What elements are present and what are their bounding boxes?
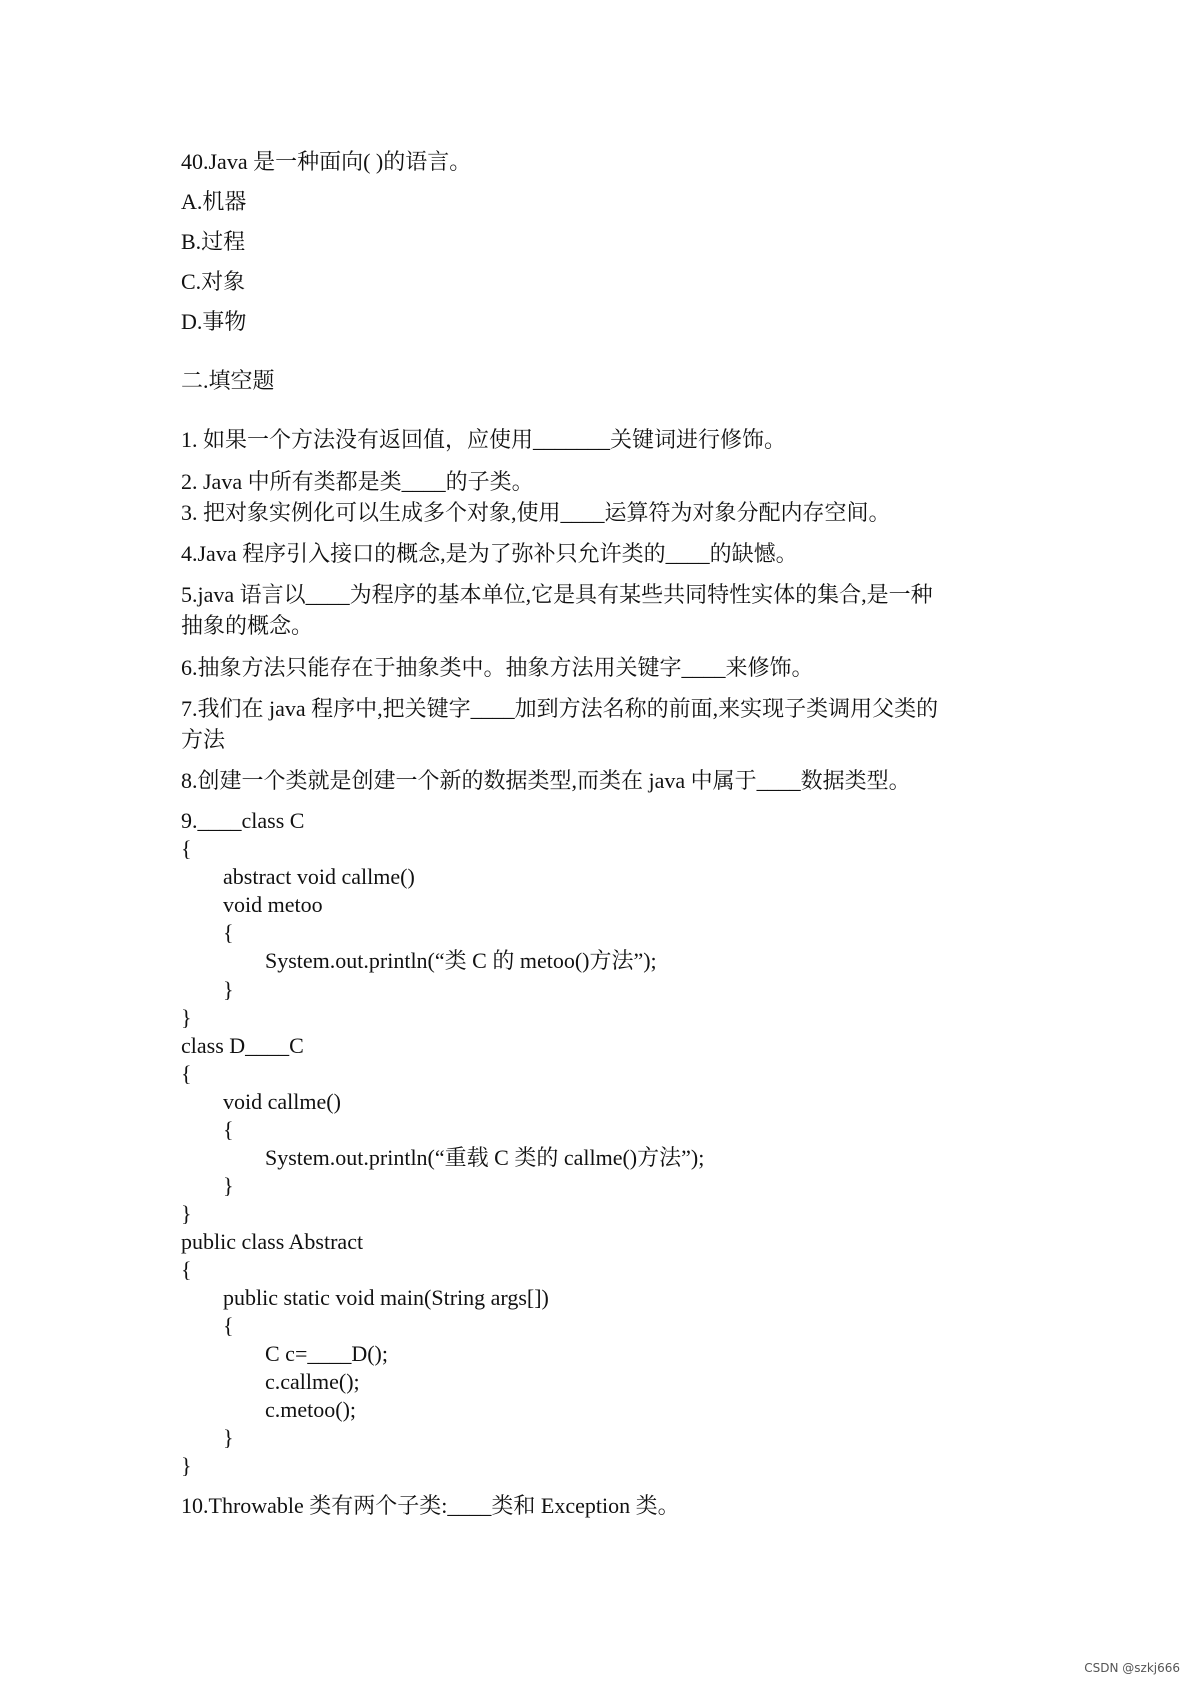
section-title: 二.填空题: [181, 368, 275, 393]
mcq-option-b: B.过程: [181, 229, 246, 254]
fill-question-10: 10.Throwable 类有两个子类:____类和 Exception 类。: [181, 1493, 680, 1518]
code-line: }: [223, 1425, 234, 1450]
fill-question-7-line2: 方法: [181, 727, 226, 752]
fill-question-1: 1. 如果一个方法没有返回值，应使用_______关键词进行修饰。: [181, 427, 787, 452]
code-line: void callme(): [223, 1089, 341, 1114]
code-line: {: [223, 1313, 234, 1338]
fill-question-8: 8.创建一个类就是创建一个新的数据类型,而类在 java 中属于____数据类型。: [181, 768, 911, 793]
code-line: {: [181, 1257, 192, 1282]
code-line: {: [223, 920, 234, 945]
code-line: }: [181, 1201, 192, 1226]
code-line: }: [223, 977, 234, 1002]
code-line: {: [181, 1061, 192, 1086]
code-line: public class Abstract: [181, 1229, 364, 1254]
code-line: void metoo: [223, 892, 323, 917]
code-line: System.out.println(“类 C 的 metoo()方法”);: [265, 948, 657, 973]
code-line: public static void main(String args[]): [223, 1285, 549, 1310]
fill-question-3: 3. 把对象实例化可以生成多个对象,使用____运算符为对象分配内存空间。: [181, 500, 891, 525]
watermark: CSDN @szkj666: [1084, 1661, 1180, 1675]
fill-question-2: 2. Java 中所有类都是类____的子类。: [181, 469, 534, 494]
code-line: {: [181, 836, 192, 861]
code-line: c.callme();: [265, 1369, 360, 1394]
mcq-option-a: A.机器: [181, 189, 247, 214]
fill-question-5-line2: 抽象的概念。: [181, 613, 314, 638]
code-line: }: [181, 1453, 192, 1478]
fill-question-4: 4.Java 程序引入接口的概念,是为了弥补只允许类的____的缺憾。: [181, 541, 798, 566]
mcq-option-c: C.对象: [181, 269, 246, 294]
fill-question-6: 6.抽象方法只能存在于抽象类中。抽象方法用关键字____来修饰。: [181, 655, 814, 680]
code-line: class D____C: [181, 1033, 304, 1058]
fill-question-7-line1: 7.我们在 java 程序中,把关键字____加到方法名称的前面,来实现子类调用父类的: [181, 696, 939, 721]
code-line: }: [223, 1173, 234, 1198]
code-line: C c=____D();: [265, 1341, 388, 1366]
fill-question-5-line1: 5.java 语言以____为程序的基本单位,它是具有某些共同特性实体的集合,是一种: [181, 582, 933, 607]
mcq-question: 40.Java 是一种面向( )的语言。: [181, 149, 472, 174]
mcq-option-d: D.事物: [181, 309, 247, 334]
code-line: c.metoo();: [265, 1397, 357, 1422]
code-line: }: [181, 1005, 192, 1030]
code-line: {: [223, 1117, 234, 1142]
code-line: 9.____class C: [181, 808, 305, 833]
code-line: abstract void callme(): [223, 864, 415, 889]
code-line: System.out.println(“重载 C 类的 callme()方法”);: [265, 1145, 705, 1170]
